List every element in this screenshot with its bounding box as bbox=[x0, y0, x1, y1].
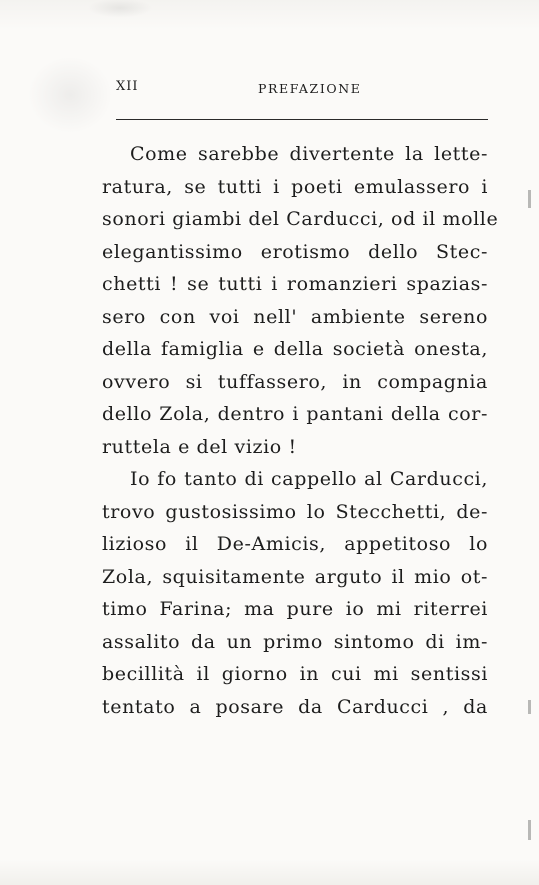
text-line: elegantissimo erotismo dello Stec- bbox=[102, 240, 488, 263]
text-line: Come sarebbe divertente la lette- bbox=[130, 143, 488, 165]
text-line: tentato a posare da Carducci , da bbox=[102, 695, 488, 718]
text-line: sonori giambi del Carducci, od il molle bbox=[102, 208, 499, 230]
text-line: chetti ! se tutti i romanzieri spazias- bbox=[102, 273, 488, 295]
text-line: ruttela e del vizio ! bbox=[102, 435, 297, 458]
text-line: lizioso il De-Amicis, appetitoso lo bbox=[102, 533, 488, 555]
text-line: trovo gustosissimo lo Stecchetti, de- bbox=[102, 500, 488, 523]
text-line: Zola, squisitamente arguto il mio ot- bbox=[102, 565, 488, 588]
text-line: Io fo tanto di cappello al Carducci, bbox=[130, 468, 488, 490]
text-line: becillità il giorno in cui mi sentissi bbox=[102, 663, 488, 685]
body-text bbox=[102, 138, 499, 723]
header-rule bbox=[116, 119, 488, 120]
page-number: XII bbox=[116, 79, 139, 94]
text-line: della famiglia e della società onesta, bbox=[102, 338, 488, 360]
text-line: ovvero si tuffassero, in compagnia bbox=[102, 370, 488, 393]
text-line: ratura, se tutti i poeti emulassero i bbox=[102, 175, 488, 198]
page-edge-mark bbox=[528, 700, 531, 714]
page-edge-mark bbox=[528, 190, 531, 208]
text-line: timo Farina; ma pure io mi riterrei bbox=[102, 598, 488, 620]
running-title: PREFAZIONE bbox=[258, 81, 362, 96]
text-line: dello Zola, dentro i pantani della cor- bbox=[102, 403, 488, 425]
page-header bbox=[116, 79, 488, 101]
page-edge-mark bbox=[528, 820, 531, 840]
text-line: sero con voi nell' ambiente sereno bbox=[102, 305, 488, 328]
text-line: assalito da un primo sintomo di im- bbox=[102, 630, 488, 653]
